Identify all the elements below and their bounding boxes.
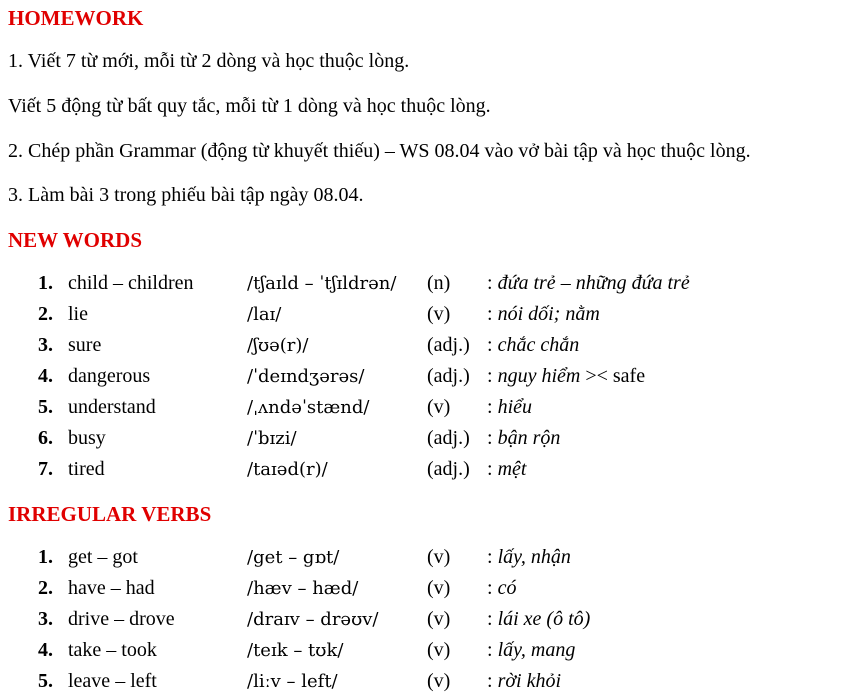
item-ipa: /get – gɒt/ xyxy=(247,547,340,568)
item-meaning-extra: >< safe xyxy=(580,365,646,387)
item-meaning: : chắc chắn xyxy=(487,334,580,356)
item-meaning: : nói dối; nằm xyxy=(487,303,600,325)
item-word: understand xyxy=(68,396,156,418)
item-meaning-text: đứa trẻ – những đứa trẻ xyxy=(497,272,690,294)
item-meaning: : lấy, nhận xyxy=(487,546,571,568)
homework-heading: HOMEWORK xyxy=(8,6,144,30)
item-ipa: /ˌʌndəˈstænd/ xyxy=(247,397,370,418)
item-part-of-speech: (v) xyxy=(427,608,451,630)
irregular-verbs-heading: IRREGULAR VERBS xyxy=(8,502,212,526)
item-word: tired xyxy=(68,458,105,480)
item-number: 1. xyxy=(38,546,53,568)
item-meaning-text: bận rộn xyxy=(497,427,561,449)
item-meaning-text: lấy, nhận xyxy=(497,546,571,568)
item-meaning: : bận rộn xyxy=(487,427,561,449)
item-word: dangerous xyxy=(68,365,151,387)
item-meaning-text: lấy, mang xyxy=(497,639,576,661)
item-word: busy xyxy=(68,427,106,449)
item-part-of-speech: (adj.) xyxy=(427,427,470,449)
homework-line-2: Viết 5 động từ bất quy tắc, mỗi từ 1 dòng và học thuộc lòng. xyxy=(8,95,491,117)
item-part-of-speech: (v) xyxy=(427,303,451,325)
item-part-of-speech: (adj.) xyxy=(427,334,470,356)
item-number: 7. xyxy=(38,458,53,480)
item-part-of-speech: (v) xyxy=(427,396,451,418)
homework-line-3: 2. Chép phần Grammar (động từ khuyết thiếu) – WS 08.04 vào vở bài tập và học thuộc lòng. xyxy=(8,140,751,162)
item-meaning: : lái xe (ô tô) xyxy=(487,608,591,630)
item-meaning: : nguy hiểm >< safe xyxy=(487,365,646,387)
item-number: 5. xyxy=(38,670,53,692)
item-ipa: /draɪv – drəʊv/ xyxy=(247,609,379,630)
item-number: 5. xyxy=(38,396,53,418)
item-meaning-text: nói dối; nằm xyxy=(497,303,600,325)
item-number: 4. xyxy=(38,365,53,387)
item-number: 3. xyxy=(38,334,53,356)
item-word: take – took xyxy=(68,639,157,661)
item-part-of-speech: (adj.) xyxy=(427,458,470,480)
item-word: child – children xyxy=(68,272,194,294)
item-meaning-text: mệt xyxy=(497,458,527,480)
homework-line-4: 3. Làm bài 3 trong phiếu bài tập ngày 08.04. xyxy=(8,184,364,206)
item-number: 2. xyxy=(38,577,53,599)
item-meaning: : mệt xyxy=(487,458,527,480)
item-number: 2. xyxy=(38,303,53,325)
item-meaning: : hiểu xyxy=(487,396,532,418)
item-ipa: /ʃʊə(r)/ xyxy=(247,335,309,356)
item-number: 1. xyxy=(38,272,53,294)
item-word: lie xyxy=(68,303,88,325)
item-number: 3. xyxy=(38,608,53,630)
homework-line-1: 1. Viết 7 từ mới, mỗi từ 2 dòng và học thuộc lòng. xyxy=(8,50,410,72)
item-ipa: /taɪəd(r)/ xyxy=(247,459,328,480)
item-number: 4. xyxy=(38,639,53,661)
item-word: get – got xyxy=(68,546,138,568)
item-word: sure xyxy=(68,334,102,356)
item-meaning: : đứa trẻ – những đứa trẻ xyxy=(487,272,690,294)
item-part-of-speech: (v) xyxy=(427,670,451,692)
new-words-heading: NEW WORDS xyxy=(8,228,143,252)
item-part-of-speech: (n) xyxy=(427,272,451,294)
item-meaning-text: chắc chắn xyxy=(497,334,580,356)
item-number: 6. xyxy=(38,427,53,449)
item-part-of-speech: (v) xyxy=(427,639,451,661)
item-part-of-speech: (adj.) xyxy=(427,365,470,387)
item-meaning: : lấy, mang xyxy=(487,639,576,661)
item-ipa: /hæv – hæd/ xyxy=(247,578,359,599)
item-ipa: /teɪk – tʊk/ xyxy=(247,640,344,661)
item-meaning-text: lái xe (ô tô) xyxy=(497,608,591,630)
item-meaning: : rời khỏi xyxy=(487,670,562,692)
item-meaning-text: có xyxy=(497,577,517,599)
item-word: drive – drove xyxy=(68,608,175,630)
item-meaning: : có xyxy=(487,577,517,599)
item-part-of-speech: (v) xyxy=(427,546,451,568)
item-ipa: /ˈbɪzi/ xyxy=(247,428,297,449)
item-meaning-text: nguy hiểm xyxy=(497,365,581,387)
item-word: have – had xyxy=(68,577,155,599)
item-ipa: /liːv – left/ xyxy=(247,671,338,692)
item-meaning-text: rời khỏi xyxy=(497,670,562,692)
item-meaning-text: hiểu xyxy=(497,396,532,418)
item-ipa: /laɪ/ xyxy=(247,304,282,325)
item-ipa: /ˈdeɪndʒərəs/ xyxy=(247,366,365,387)
item-word: leave – left xyxy=(68,670,157,692)
item-part-of-speech: (v) xyxy=(427,577,451,599)
item-ipa: /tʃaɪld – ˈtʃɪldrən/ xyxy=(247,273,397,294)
